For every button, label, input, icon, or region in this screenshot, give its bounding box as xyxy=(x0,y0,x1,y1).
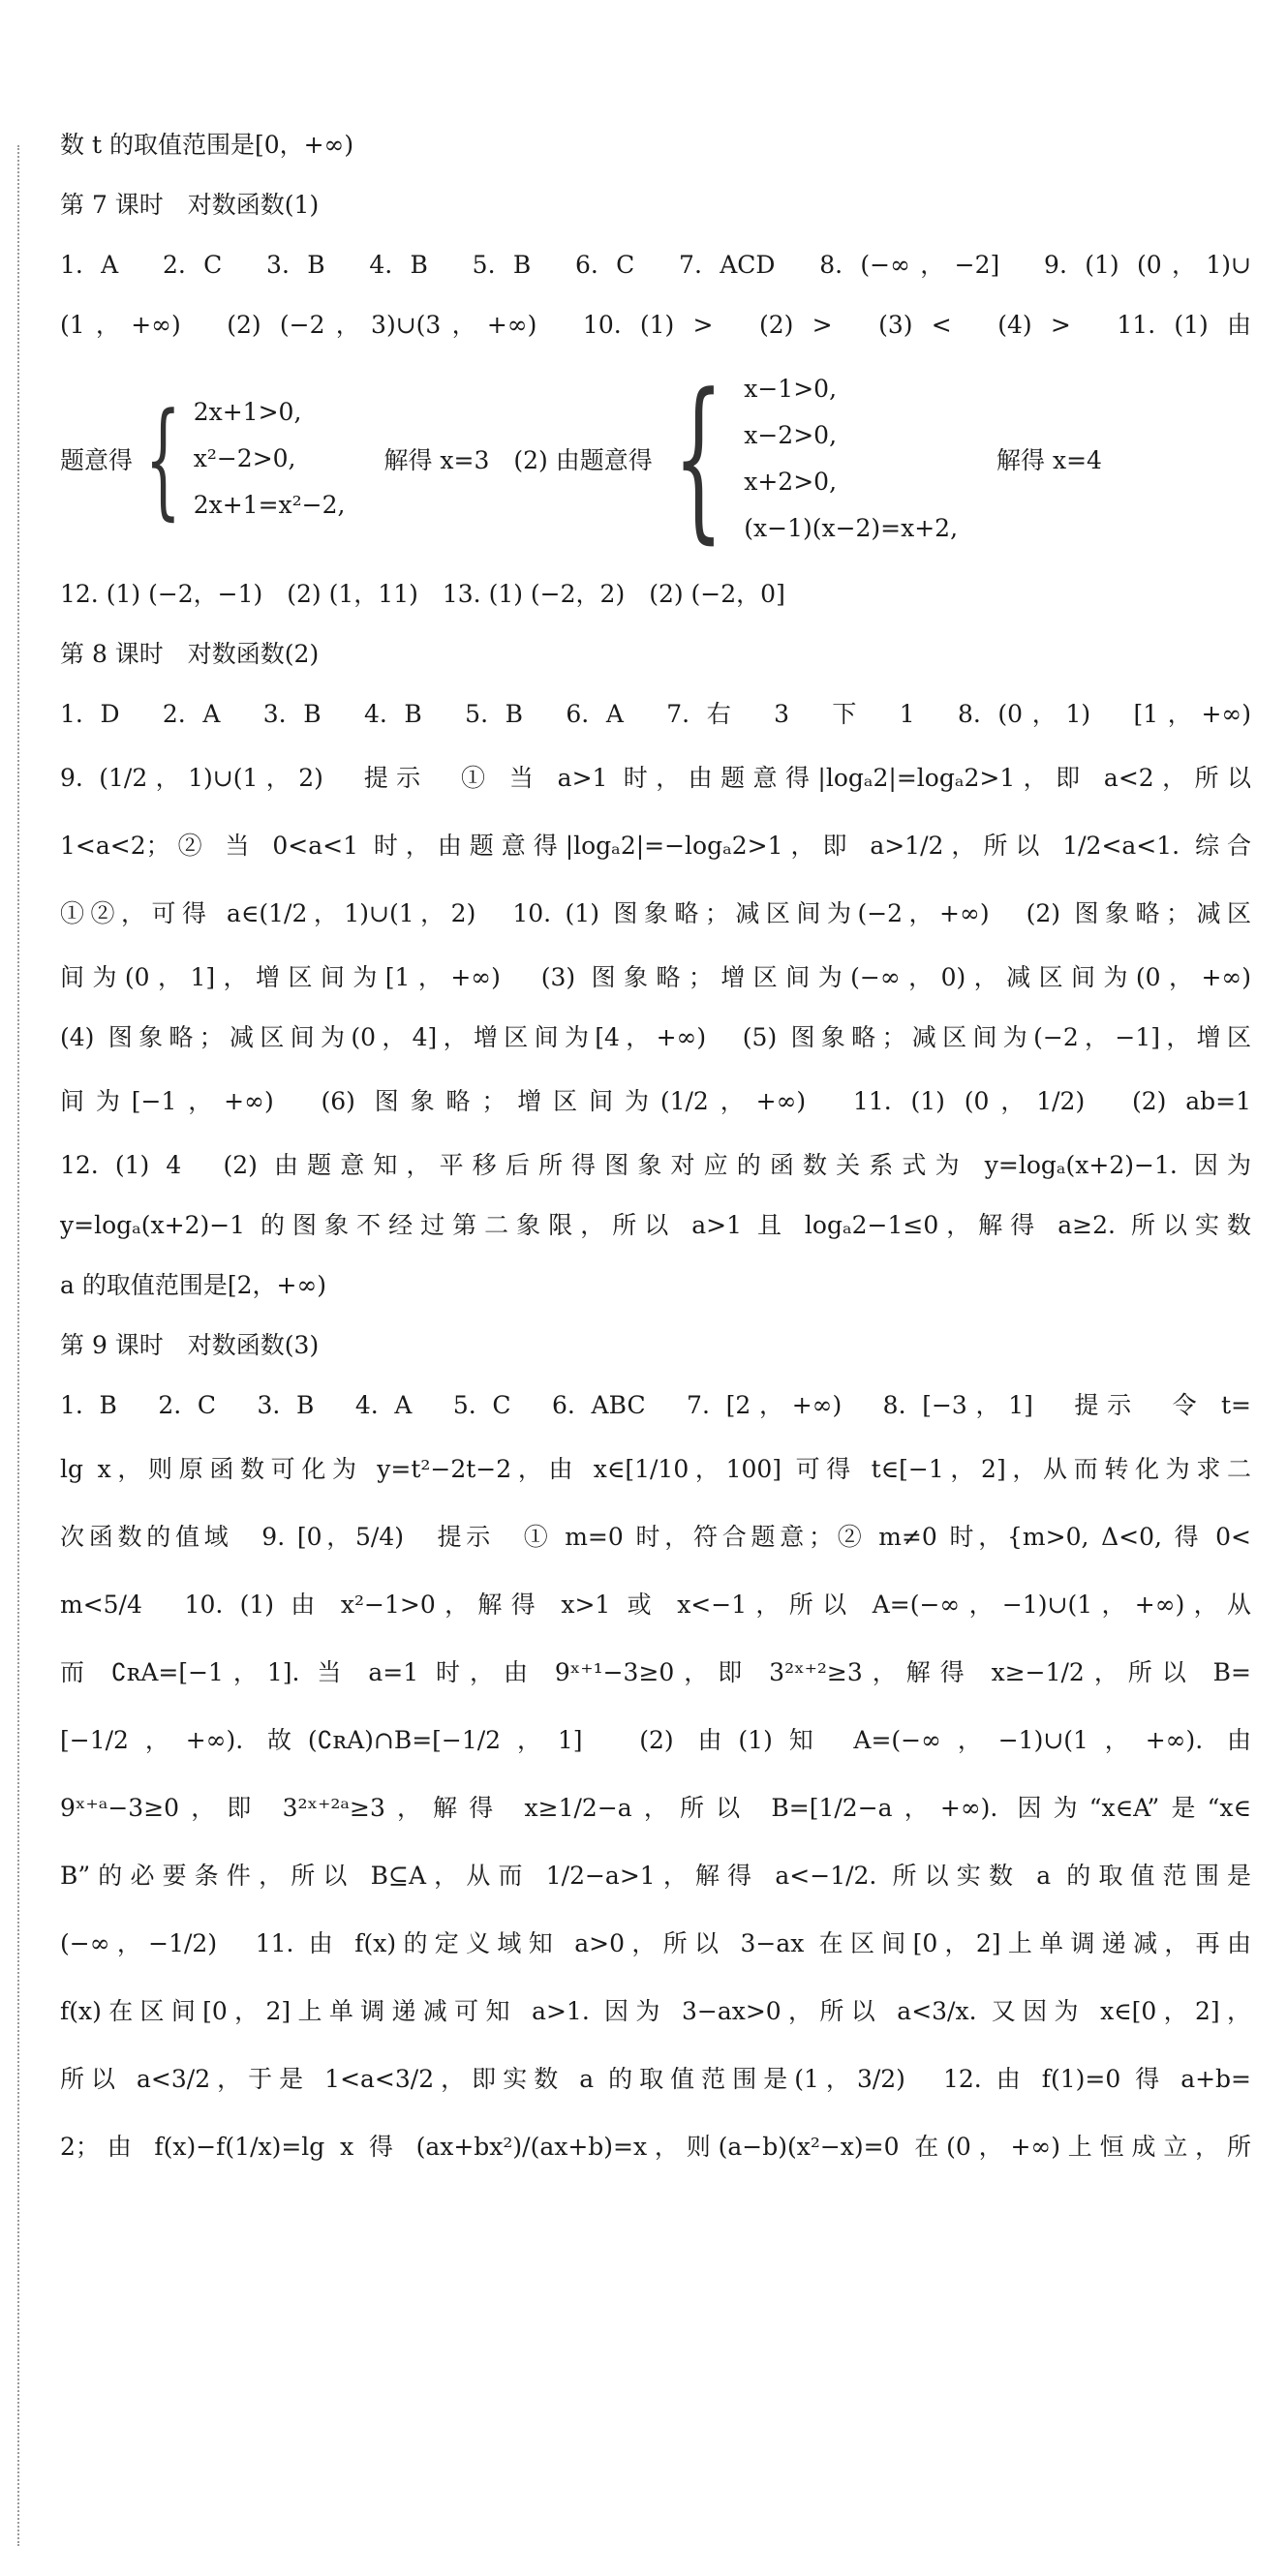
text-line: 9ˣ⁺ᵃ−3≥0，即 3²ˣ⁺²ᵃ≥3，解得 x≥1/2−a，所以 B=[1/2−a，+∞). 因为“x∈A”是“x∈ xyxy=(60,1794,1251,1822)
equation-cases xyxy=(194,389,346,529)
left-brace-icon: { xyxy=(673,357,723,560)
text-fragment: 解得 x=3 (2) 由题意得 xyxy=(383,446,653,474)
text-line: (−∞，−1/2) 11. 由 f(x)的定义域知 a>0，所以 3−ax 在区间[0，2]上单调递减，再由 xyxy=(60,1929,1251,1957)
text-line: 2；由 f(x)−f(1/x)=lg x 得 (ax+bx²)/(ax+b)=x，则(a−b)(x²−x)=0 在(0，+∞)上恒成立，所 xyxy=(60,2133,1251,2161)
text-line: f(x)在区间[0，2]上单调递减可知 a>1. 因为 3−ax>0，所以 a<3/x. 又因为 x∈[0，2]， xyxy=(60,1997,1251,2025)
equation-case: x+2>0, xyxy=(744,468,838,496)
margin-dotted-rule xyxy=(17,145,19,2546)
text-line: 而 ∁ʀA=[−1，1]. 当 a=1 时，由 9ˣ⁺¹−3≥0，即 3²ˣ⁺²≥3，解得 x≥−1/2，所以 B= xyxy=(60,1658,1251,1686)
equation-cases xyxy=(744,366,958,552)
text-line: 次函数的值域 9. [0，5/4) 提示 ① m=0 时，符合题意；② m≠0 时，{m>0, Δ<0, 得 0< xyxy=(60,1523,1251,1551)
text-line: 1. A 2. C 3. B 4. B 5. B 6. C 7. ACD 8. (−∞，−2] 9. (1) (0，1)∪ xyxy=(60,251,1251,279)
text-line: (1，+∞) (2) (−2，3)∪(3，+∞) 10. (1) > (2) > (3) < (4) > 11. (1) 由 xyxy=(60,311,1251,339)
answer-page xyxy=(60,126,1251,2192)
equation-system-row xyxy=(60,357,1251,560)
text-line: 12. (1) 4 (2) 由题意知，平移后所得图象对应的函数关系式为 y=logₐ(x+2)−1. 因为 xyxy=(60,1151,1251,1179)
text-line: a 的取值范围是[2，+∞) xyxy=(60,1271,327,1299)
text-line: B”的必要条件，所以 B⊆A，从而 1/2−a>1，解得 a<−1/2. 所以实数 a 的取值范围是 xyxy=(60,1862,1251,1890)
text-fragment: 题意得 xyxy=(60,446,134,474)
text-line: 间为[−1，+∞) (6) 图象略；增区间为(1/2，+∞) 11. (1) (0，1/2) (2) ab=1 xyxy=(60,1087,1251,1115)
equation-case: x²−2>0, xyxy=(193,444,296,472)
text-line: 9. (1/2，1)∪(1，2) 提示 ① 当 a>1 时，由题意得|logₐ2|=logₐ2>1，即 a<2，所以 xyxy=(60,764,1251,792)
equation-case: x−2>0, xyxy=(744,421,838,449)
text-line: 1<a<2；② 当 0<a<1 时，由题意得|logₐ2|=−logₐ2>1，即 a>1/2，所以 1/2<a<1. 综合 xyxy=(60,832,1251,860)
text-line: lg x，则原函数可化为 y=t²−2t−2，由 x∈[1/10，100] 可得 t∈[−1，2]，从而转化为求二 xyxy=(60,1455,1251,1483)
equation-case: x−1>0, xyxy=(744,375,838,403)
text-line: 所以 a<3/2，于是 1<a<3/2，即实数 a 的取值范围是(1，3/2) 12. 由 f(1)=0 得 a+b= xyxy=(60,2065,1251,2093)
text-line: m<5/4 10. (1) 由 x²−1>0，解得 x>1 或 x<−1，所以 A=(−∞，−1)∪(1，+∞)，从 xyxy=(60,1591,1251,1619)
text-line: [−1/2，+∞). 故(∁ʀA)∩B=[−1/2，1] (2) 由(1)知 A=(−∞，−1)∪(1，+∞). 由 xyxy=(60,1726,1251,1754)
text-fragment: 解得 x=4 xyxy=(996,446,1102,474)
text-line: y=logₐ(x+2)−1 的图象不经过第二象限，所以 a>1 且 logₐ2−1≤0，解得 a≥2. 所以实数 xyxy=(60,1211,1251,1239)
equation-case: 2x+1>0, xyxy=(193,398,302,426)
section-title-lesson-7: 第 7 课时 对数函数(1) xyxy=(60,191,320,219)
text-line: ①②，可得 a∈(1/2，1)∪(1，2) 10. (1) 图象略；减区间为(−2，+∞) (2) 图象略；减区 xyxy=(60,899,1251,927)
left-brace-icon: { xyxy=(144,385,181,532)
text-line: 12. (1) (−2，−1) (2) (1，11) 13. (1) (−2，2) (2) (−2，0] xyxy=(60,580,785,608)
text-line: 1. D 2. A 3. B 4. B 5. B 6. A 7. 右 3 下 1 8. (0，1) [1，+∞) xyxy=(60,700,1251,728)
section-title-lesson-8: 第 8 课时 对数函数(2) xyxy=(60,640,320,668)
equation-case: 2x+1=x²−2, xyxy=(193,491,346,519)
section-title-lesson-9: 第 9 课时 对数函数(3) xyxy=(60,1331,320,1359)
text-line: 1. B 2. C 3. B 4. A 5. C 6. ABC 7. [2，+∞) 8. [−3，1] 提示 令 t= xyxy=(60,1391,1251,1419)
equation-system-1 xyxy=(133,385,346,532)
text-line: 数 t 的取值范围是[0，+∞) xyxy=(60,131,354,159)
text-line: (4) 图象略；减区间为(0，4]，增区间为[4，+∞) (5) 图象略；减区间为(−2，−1]，增区 xyxy=(60,1023,1251,1051)
text-line: 间为(0，1]，增区间为[1，+∞) (3) 图象略；增区间为(−∞，0)，减区间为(0，+∞) xyxy=(60,963,1251,991)
equation-system-2 xyxy=(653,357,959,560)
equation-case: (x−1)(x−2)=x+2, xyxy=(744,514,959,542)
